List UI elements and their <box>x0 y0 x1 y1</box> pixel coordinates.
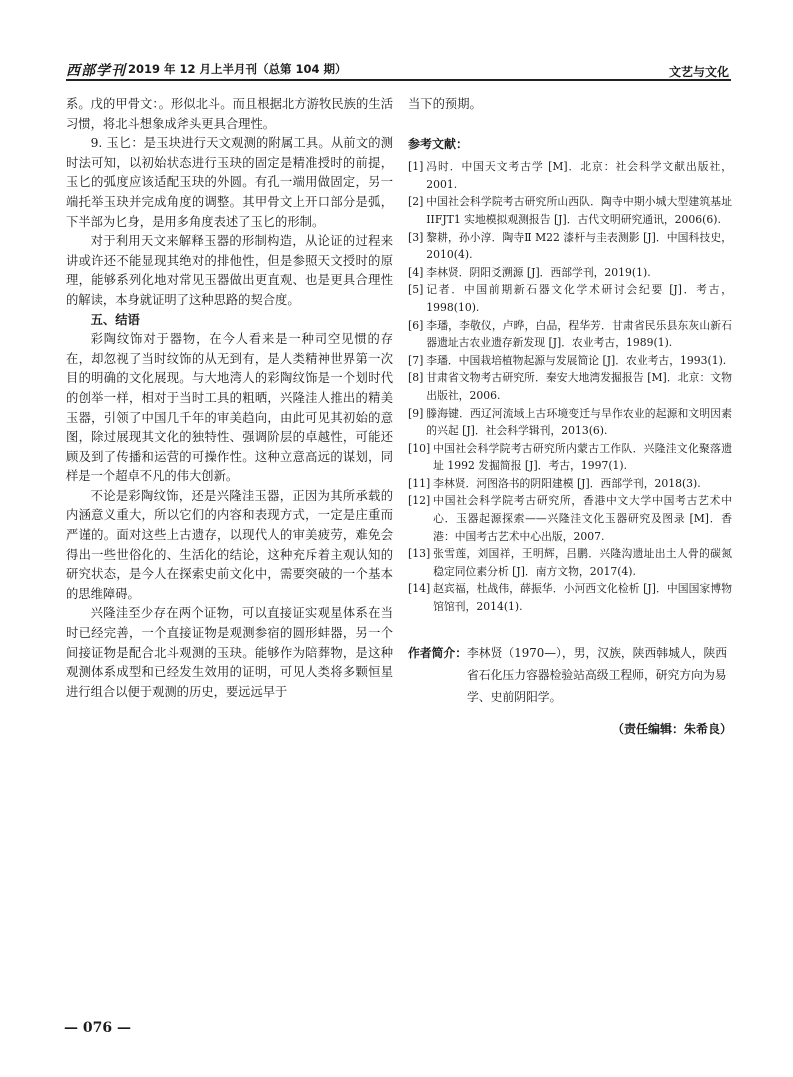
reference-number: [11] <box>408 476 431 490</box>
responsible-editor: （责任编辑：朱希良） <box>611 721 732 736</box>
reference-text: 李林贤．河图洛书的阴阳建模 [J]．西部学刊，2018(3). <box>433 476 701 490</box>
reference-item <box>408 281 732 316</box>
reference-text: 黎耕，孙小淳．陶寺Ⅱ M22 漆杆与圭表测影 [J]．中国科技史，2010(4). <box>426 230 732 262</box>
reference-number: [2] <box>408 195 424 209</box>
reference-item <box>408 317 732 352</box>
reference-number: [9] <box>408 406 424 420</box>
reference-item <box>408 475 732 493</box>
reference-item <box>408 352 732 370</box>
reference-number: [14] <box>408 582 431 596</box>
paragraph: 当下的预期。 <box>408 97 482 111</box>
reference-text: 李璠．中国栽培植物起源与发展简论 [J]．农业考古，1993(1). <box>426 353 727 367</box>
paragraph: 9. 玉匕：是玉块进行天文观测的附属工具。从前文的测时法可知，以初始状态进行玉玦的固定是精准授时的前提，玉匕的弧度应该适配玉玦的外圆。有孔一端用做固定，另一端托举玉玦并完成角度的调整。其甲骨文上开口部分是弧，下半部为匕身，是用多角度表述了玉匕的形制。 <box>66 136 393 229</box>
page-header <box>66 58 731 82</box>
reference-item <box>408 158 732 193</box>
reference-text: 冯时．中国天文考古学 [M]．北京：社会科学文献出版社，2001. <box>426 160 732 191</box>
reference-text: 滕海键．西辽河流域上古环境变迁与旱作农业的起源和文明因素的兴起 [J]．社会科学辑刊，2013(6). <box>426 406 732 438</box>
reference-text: 中国社会科学院考古研究所山西队．陶寺中期小城大型建筑基址 IIFJT1 实地模拟观测报告 [J]．古代文明研究通讯，2006(6). <box>426 195 732 226</box>
reference-text: 张雪莲，刘国祥，王明辉，吕鹏．兴隆沟遗址出土人骨的碳氮稳定同位素分析 [J]．南方文物，2017(4). <box>433 547 732 578</box>
reference-text: 记者．中国前期新石器文化学术研讨会纪要 [J]．考古，1998(10). <box>426 283 732 314</box>
author-bio <box>408 642 732 708</box>
paragraph: 系。戊的甲骨文：。形似北斗。而且根据北方游牧民族的生活习惯，将北斗想象成斧头更具合理性。 <box>66 97 393 131</box>
paragraph: 不论是彩陶纹饰，还是兴隆洼玉器，正因为其所承载的内涵意义重大，所以它们的内容和表现方式，一定是庄重而严谨的。面对这些上古遗存，以现代人的审美疲劳，难免会得出一些世俗化的、生活化的结论，这种充斥着主观认知的研究状态，是今人在探索史前文化中，需要突破的一个基本的思维障碍。 <box>66 488 393 601</box>
reference-text: 甘肃省文物考古研究所．秦安大地湾发掘报告 [M]．北京：文物出版社，2006. <box>426 371 732 402</box>
paragraph: 兴隆洼至少存在两个证物，可以直接证实观星体系在当时已经完善，一个直接证物是观测参宿的圆形蚌器，另一个间接证物是配合北斗观测的玉玦。能够作为陪葬物，是这种观测体系成型和已经发生效用的证明，可见人类将多颗恒星进行组合以便于观测的历史，要远远早于 <box>66 606 393 699</box>
reference-item <box>408 545 732 580</box>
journal-logo: 西部学刊 <box>66 63 126 79</box>
reference-item <box>408 405 732 440</box>
reference-text: 李林贤．阴阳爻溯源 [J]．西部学刊，2019(1). <box>426 265 651 279</box>
reference-text: 中国社会科学院考古研究所，香港中文大学中国考古艺术中心．玉器起源探索——兴隆洼文化玉器研究及图录 [M]．香港：中国考古艺术中心出版，2007. <box>433 494 732 543</box>
section-title: 文艺与文化 <box>668 65 729 79</box>
right-column <box>408 95 732 739</box>
section-heading: 五、结语 <box>90 312 140 327</box>
reference-item <box>408 229 732 264</box>
reference-text: 赵宾福，杜战伟，薛振华．小河西文化检析 [J]．中国国家博物馆馆刊，2014(1). <box>433 582 732 614</box>
reference-item <box>408 580 732 615</box>
reference-number: [5] <box>408 283 424 297</box>
author-bio-text: 李林贤（1970—），男，汉族，陕西韩城人，陕西省石化压力容器检验站高级工程师，研究方向为易学、史前阴阳学。 <box>467 645 728 704</box>
reference-number: [13] <box>408 547 431 561</box>
reference-item <box>408 492 732 545</box>
left-column <box>66 95 393 702</box>
paragraph: 对于利用天文来解释玉器的形制构造，从论证的过程来讲或许还不能显现其绝对的排他性，但是参照天文授时的原理，能够系列化地对常见玉器做出更直观、也是更具合理性的解读，本身就证明了这种思路的契合度。 <box>66 234 393 307</box>
reference-text: 中国社会科学院考古研究所内蒙古工作队．兴隆洼文化聚落遗址 1992 发掘简报 [J]．考古，1997(1). <box>433 441 732 473</box>
header-rule <box>66 79 731 81</box>
page-number: — 076 — <box>64 1020 131 1036</box>
reference-item <box>408 369 732 404</box>
reference-list <box>408 158 732 615</box>
reference-item <box>408 264 732 282</box>
author-bio-label: 作者简介： <box>408 645 467 660</box>
reference-number: [8] <box>408 371 424 385</box>
reference-text: 李璠，李敬仪，卢晔，白品，程华芳．甘肃省民乐县东灰山新石器遗址古农业遗存新发现 [J]．农业考古，1989(1). <box>426 318 732 350</box>
reference-number: [6] <box>408 318 424 332</box>
reference-number: [3] <box>408 230 424 244</box>
reference-number: [1] <box>408 160 424 174</box>
reference-number: [12] <box>408 494 431 508</box>
reference-number: [4] <box>408 265 424 279</box>
reference-number: [7] <box>408 353 424 367</box>
reference-item <box>408 193 732 228</box>
references-heading: 参考文献： <box>408 136 469 151</box>
reference-item <box>408 440 732 475</box>
paragraph: 彩陶纹饰对于器物，在今人看来是一种司空见惯的存在，却忽视了当时纹饰的从无到有，是人类精神世界第一次目的明确的文化展现。与大地湾人的彩陶纹饰是一个划时代的创举一样，相对于当时工具的粗晒，兴隆洼人推出的精美玉器，引领了中国几千年的审美趋向，由此可见其初始的意图，除过展现其文化的独特性、强调阶层的卓越性，可能还顾及到了传播和运营的可操作性。这种立意高远的谋划，同样是一个超卓不凡的伟大创新。 <box>66 332 393 484</box>
reference-number: [10] <box>408 441 431 455</box>
issue-info: 2019 年 12 月上半月刊（总第 104 期） <box>128 62 347 76</box>
